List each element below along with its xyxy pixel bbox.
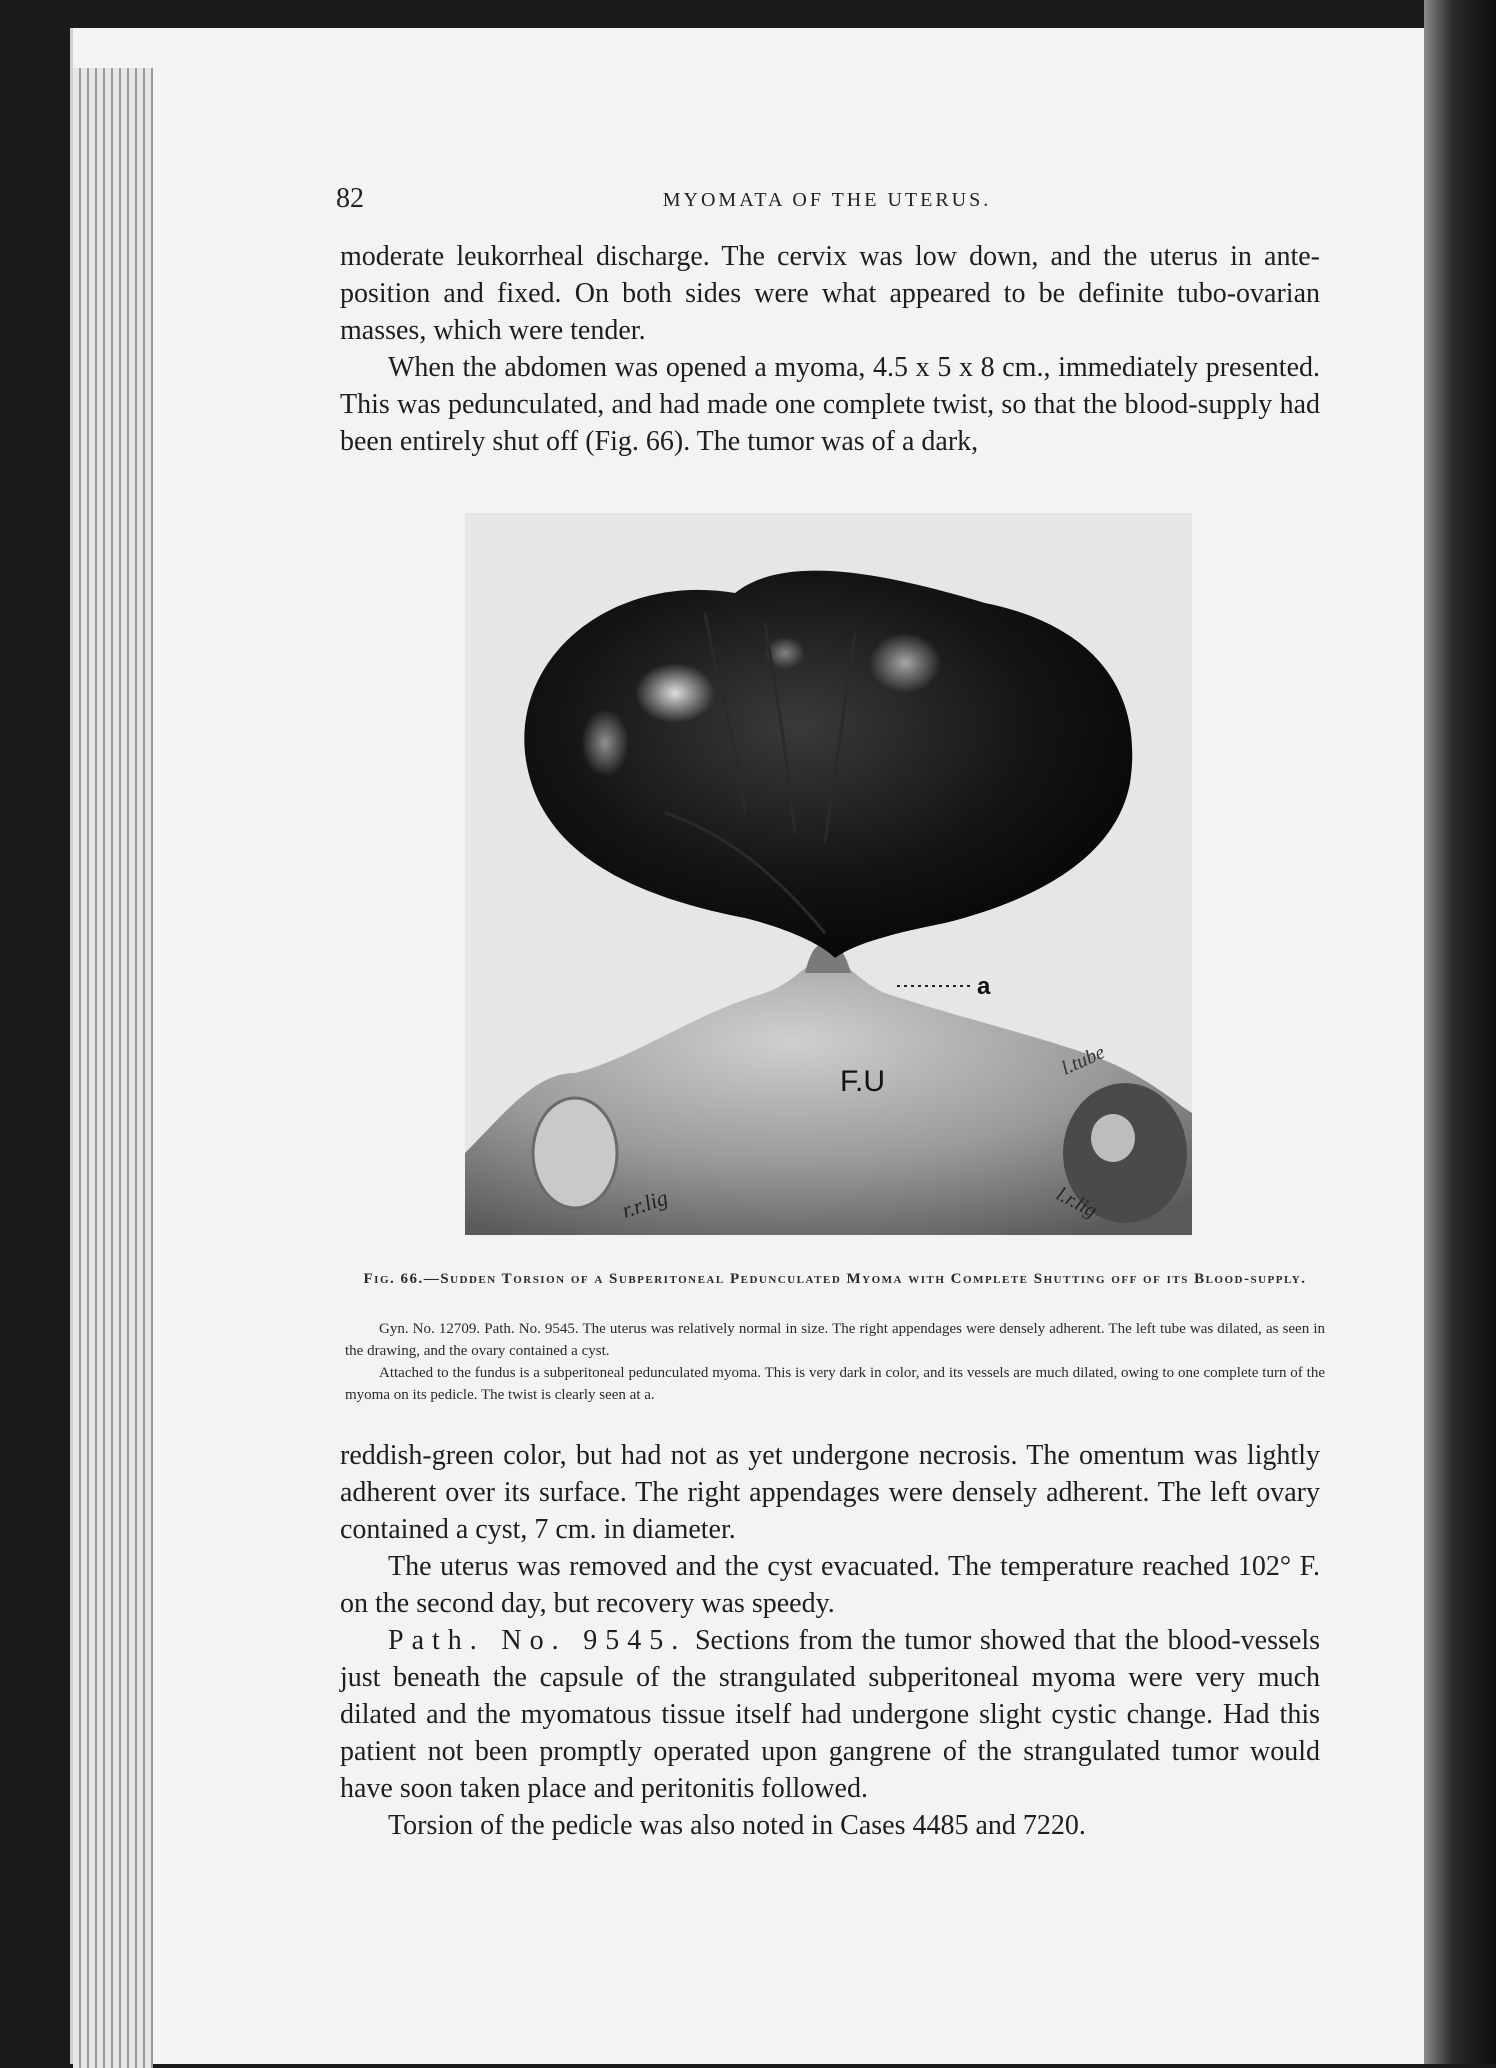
label-left-round-ligament: l.r.lig: [1052, 1182, 1101, 1223]
paragraph: [340, 1622, 1320, 1807]
figure-caption-title: Fig. 66.—Sudden Torsion of a Subperitoneal Pedunculated Myoma with Complete Shutting off of its Blood-supply.: [363, 1271, 1307, 1287]
paragraph: Torsion of the pedicle was also noted in Cases 4485 and 7220.: [388, 1810, 1086, 1841]
label-right-round-ligament: r.r.lig: [618, 1184, 671, 1223]
label-fundus-uteri: F.U: [840, 1065, 885, 1098]
figure-caption-body: [345, 1318, 1325, 1406]
figure-66-illustration: [465, 513, 1192, 1235]
paragraph: The uterus was removed and the cyst evacuated. The temperature reached 102° F. on the second day, but recovery was speedy.: [340, 1551, 1320, 1619]
page-number: 82: [336, 183, 364, 214]
body-text-bottom: [340, 1437, 1320, 1844]
running-head: [336, 183, 1318, 219]
label-a: a: [977, 973, 991, 1000]
caption-paragraph: Attached to the fundus is a subperitoneal pedunculated myoma. This is very dark in color, and its vessels are much dilated, owing to one complete turn of the myoma on its pedicle. The twist is clearly seen at a.: [345, 1365, 1325, 1403]
paragraph: When the abdomen was opened a myoma, 4.5 x 5 x 8 cm., immediately presented. This was pedunculated, and had made one complete twist, so that the blood-supply had been entirely shut off (Fig. 66). The tumor was of a dark,: [340, 352, 1320, 457]
running-title: MYOMATA OF THE UTERUS.: [662, 189, 992, 211]
myoma-drawing: [465, 513, 1192, 1235]
binding-shadow: [1424, 0, 1496, 2064]
paragraph: reddish-green color, but had not as yet undergone necrosis. The omentum was lightly adherent over its surface. The right appendages were densely adherent. The left ovary contained a cyst, 7 cm. in diameter.: [340, 1440, 1320, 1545]
paragraph-rest: Sections from the tumor showed that the blood-vessels just beneath the capsule of the strangulated subperitoneal myoma were very much dilated and the myomatous tissue itself had undergone slight cystic change. Had this patient not been promptly operated upon gangrene of the strangulated tumor would have soon taken place and peritonitis followed.: [340, 1625, 1321, 1804]
page-edges: [73, 68, 153, 2068]
paragraph: moderate leukorrheal discharge. The cervix was low down, and the uterus in ante-position and fixed. On both sides were what appeared to be definite tubo-ovarian masses, which were tender.: [340, 241, 1320, 346]
caption-paragraph: Gyn. No. 12709. Path. No. 9545. The uterus was relatively normal in size. The right appendages were densely adherent. The left tube was dilated, as seen in the drawing, and the ovary contained a cyst.: [345, 1321, 1325, 1359]
body-text-top: [340, 238, 1320, 460]
label-left-tube: l.tube: [1058, 1041, 1109, 1080]
path-number-lead: Path. No. 9545.: [388, 1625, 687, 1656]
